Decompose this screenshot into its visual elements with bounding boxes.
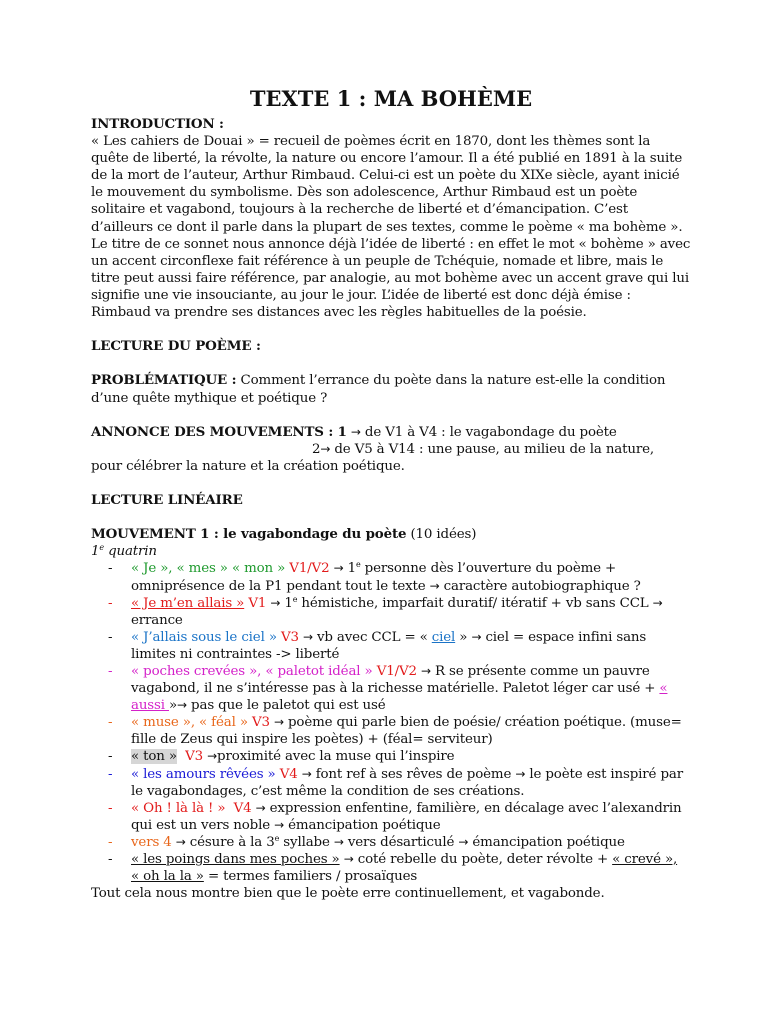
list-item: - « poches crevées », « paletot idéal » V1/V2 → R se présente comme un pauvre vagabond, il ne s’intéresse pas à la richesse matérielle. Paletot léger car usé + « aussi »→ pas que le paletot qui est usé (108, 664, 668, 714)
lecture-lineaire-heading: LECTURE LINÉAIRE (91, 492, 243, 509)
quote-oh-la-la: « oh la la » (131, 869, 204, 885)
bullet-dash: - (108, 800, 113, 816)
quote-creve: « crevé », (612, 852, 678, 868)
problematique-text: Comment l’errance du poète dans la nature est-elle la condition d’une quête mythique et poétique ? (91, 373, 666, 406)
arrow-icon: → (274, 817, 285, 832)
arrow-icon: → (458, 834, 469, 849)
document-title: TEXTE 1 : MA BOHÈME (249, 86, 533, 111)
arrow-icon: → (333, 561, 344, 576)
mouvement1-title: MOUVEMENT 1 : le vagabondage du poète (91, 526, 407, 543)
arrow-icon: → (255, 800, 266, 815)
quote: « Oh ! là là ! » (131, 800, 226, 816)
arrow-icon: → (273, 715, 284, 730)
list-item: - « muse », « féal » V3 → poème qui parle bien de poésie/ création poétique. (muse= fille de Zeus qui inspire les poètes) + (féal= serviteur) (108, 715, 682, 748)
annonce-num2: 2 (312, 441, 321, 457)
list-item: - « Je m’en allais » $V1 \to 1^e$ hémistiche, imparfait duratif/ itératif + vb sans CCL → errance (108, 594, 663, 628)
arrow-icon: → (175, 834, 186, 849)
arrow-icon: → (652, 595, 663, 610)
list-item: - « ton » V3 →proximité avec la muse qui l’inspire (108, 749, 455, 765)
problematique-label: PROBLÉMATIQUE : (91, 372, 237, 389)
lecture-poeme-heading: LECTURE DU POÈME : (91, 338, 261, 355)
list-item: - « Je », « mes » « mon » $V1/V2 \to 1^e$ personne dès l’ouverture du poème + omniprésence de la P1 pendant tout le texte → caractère autobiographique ? (108, 560, 641, 594)
quote: « Je », « mes » « mon » (131, 561, 286, 577)
arrow-icon: → (207, 749, 218, 764)
list-item: - « J’allais sous le ciel » V3 → vb avec CCL = « ciel » → ciel = espace infini sans limites ni contraintes -> liberté (108, 629, 647, 662)
arrow-icon: → (301, 766, 312, 781)
annonce-line-1 (91, 424, 691, 441)
bullet-dash: - (108, 749, 113, 765)
arrow-icon: → (471, 629, 482, 644)
aussi-quote: « aussi (131, 681, 668, 714)
bullet-dash: - (108, 852, 113, 868)
problematique-paragraph (91, 372, 691, 406)
list-item: - « les amours rêvées » V4 → font ref à ses rêves de poème → le poète est inspiré par le vagabondages, c’est même la condition de ses créations. (108, 766, 683, 799)
verse-ref: V1/V2 (376, 664, 417, 679)
arrow-icon: → (333, 834, 344, 849)
bullet-dash: - (108, 595, 113, 611)
arrow-icon: → (270, 595, 281, 610)
quote: vers 4 (131, 834, 172, 850)
annonce-m2: de V5 à V14 : une pause, au milieu de la nature, (330, 441, 654, 457)
quote: « ton » (131, 749, 177, 765)
verse-ref: V1/V2 (289, 561, 330, 577)
arrow-icon: → (302, 629, 313, 644)
analysis-list (91, 560, 691, 885)
arrow-icon: → (420, 664, 431, 678)
arrow-icon: → (177, 698, 187, 713)
bullet-dash: - (108, 664, 113, 679)
introduction-heading: INTRODUCTION : (91, 116, 224, 132)
bullet-dash: - (108, 834, 113, 850)
quote: « les amours rêvées » (131, 766, 276, 782)
list-item: - « les poings dans mes poches » → coté rebelle du poète, deter révolte + « crevé », « oh la la » = termes familiers / prosaïques (108, 852, 678, 885)
list-item: - vers 4 → césure à la 3e syllabe → vers désarticulé → émancipation poétique (108, 833, 625, 850)
arrow-icon: → (343, 852, 354, 867)
bullet-dash: - (108, 561, 113, 577)
arrow-icon: → (429, 578, 440, 593)
annonce-line-3: pour célébrer la nature et la création poétique. (91, 458, 405, 474)
annonce-m1: de V1 à V4 : le vagabondage du poète (360, 424, 617, 440)
introduction-text: « Les cahiers de Douai » = recueil de poèmes écrit en 1870, dont les thèmes sont la quête de liberté, la révolte, la nature ou encore l’amour. Il a été publié en 1891 à la suite de la mort de l’auteur, Arthur Rimbaud. Celui-ci est un poète du XIXe siècle, ayant inicié le mouvement du symbolisme. Dès son adolescence, Arthur Rimbaud est un poète solitaire et vagabond, toujours à la recherche de liberté et d’émancipation. C’est d’ailleurs ce dont il parle dans la plupart de ses textes, comme le poème « ma bohème ». Le titre de ce sonnet nous annonce déjà l’idée de liberté : en effet le mot « bohème » avec un accent circonflexe fait référence à un peuple de Tchéquie, nomade et libre, mais le titre peut aussi faire référence, par analogie, au mot bohème avec un accent grave qui lui signifie une vie insouciante, au jour le jour. L’idée de liberté est donc déjà émise : Rimbaud va prendre ses distances avec les règles habituelles de la poésie. (91, 134, 691, 321)
arrow-icon: → (320, 441, 331, 456)
verse-ref: V3 (185, 749, 204, 765)
quote: « les poings dans mes poches » (131, 852, 340, 868)
conclusion-text: Tout cela nous montre bien que le poète erre continuellement, et vagabonde. (91, 886, 605, 902)
quote: « Je m’en allais » (131, 595, 245, 611)
mouvement1-count: (10 idées) (406, 527, 477, 543)
verse-ref: V1 (248, 595, 267, 611)
quatrain-label: 1e quatrin (91, 543, 157, 560)
verse-ref: V4 (279, 766, 298, 782)
list-item: - « Oh ! là là ! » V4 → expression enfentine, familière, en décalage avec l’alexandrin qui est un vers noble → émancipation poétique (108, 800, 682, 833)
bullet-dash: - (108, 766, 113, 782)
quote: « J’allais sous le ciel » (131, 629, 277, 645)
verse-ref: V4 (233, 800, 252, 816)
ciel-link[interactable]: ciel (431, 629, 456, 645)
mouvement1-heading (91, 526, 691, 543)
arrow-icon: → (350, 424, 361, 439)
verse-ref: V3 (251, 715, 270, 731)
quote: « muse », « féal » (131, 715, 248, 731)
arrow-icon: → (515, 766, 526, 781)
bullet-dash: - (108, 629, 113, 645)
bullet-dash: - (108, 715, 113, 731)
document-page (91, 86, 691, 902)
annonce-line-2 (91, 441, 691, 458)
annonce-label: ANNONCE DES MOUVEMENTS : 1 (91, 423, 347, 440)
verse-ref: V3 (280, 629, 299, 645)
quote: « poches crevées », « paletot idéal » (131, 664, 373, 679)
